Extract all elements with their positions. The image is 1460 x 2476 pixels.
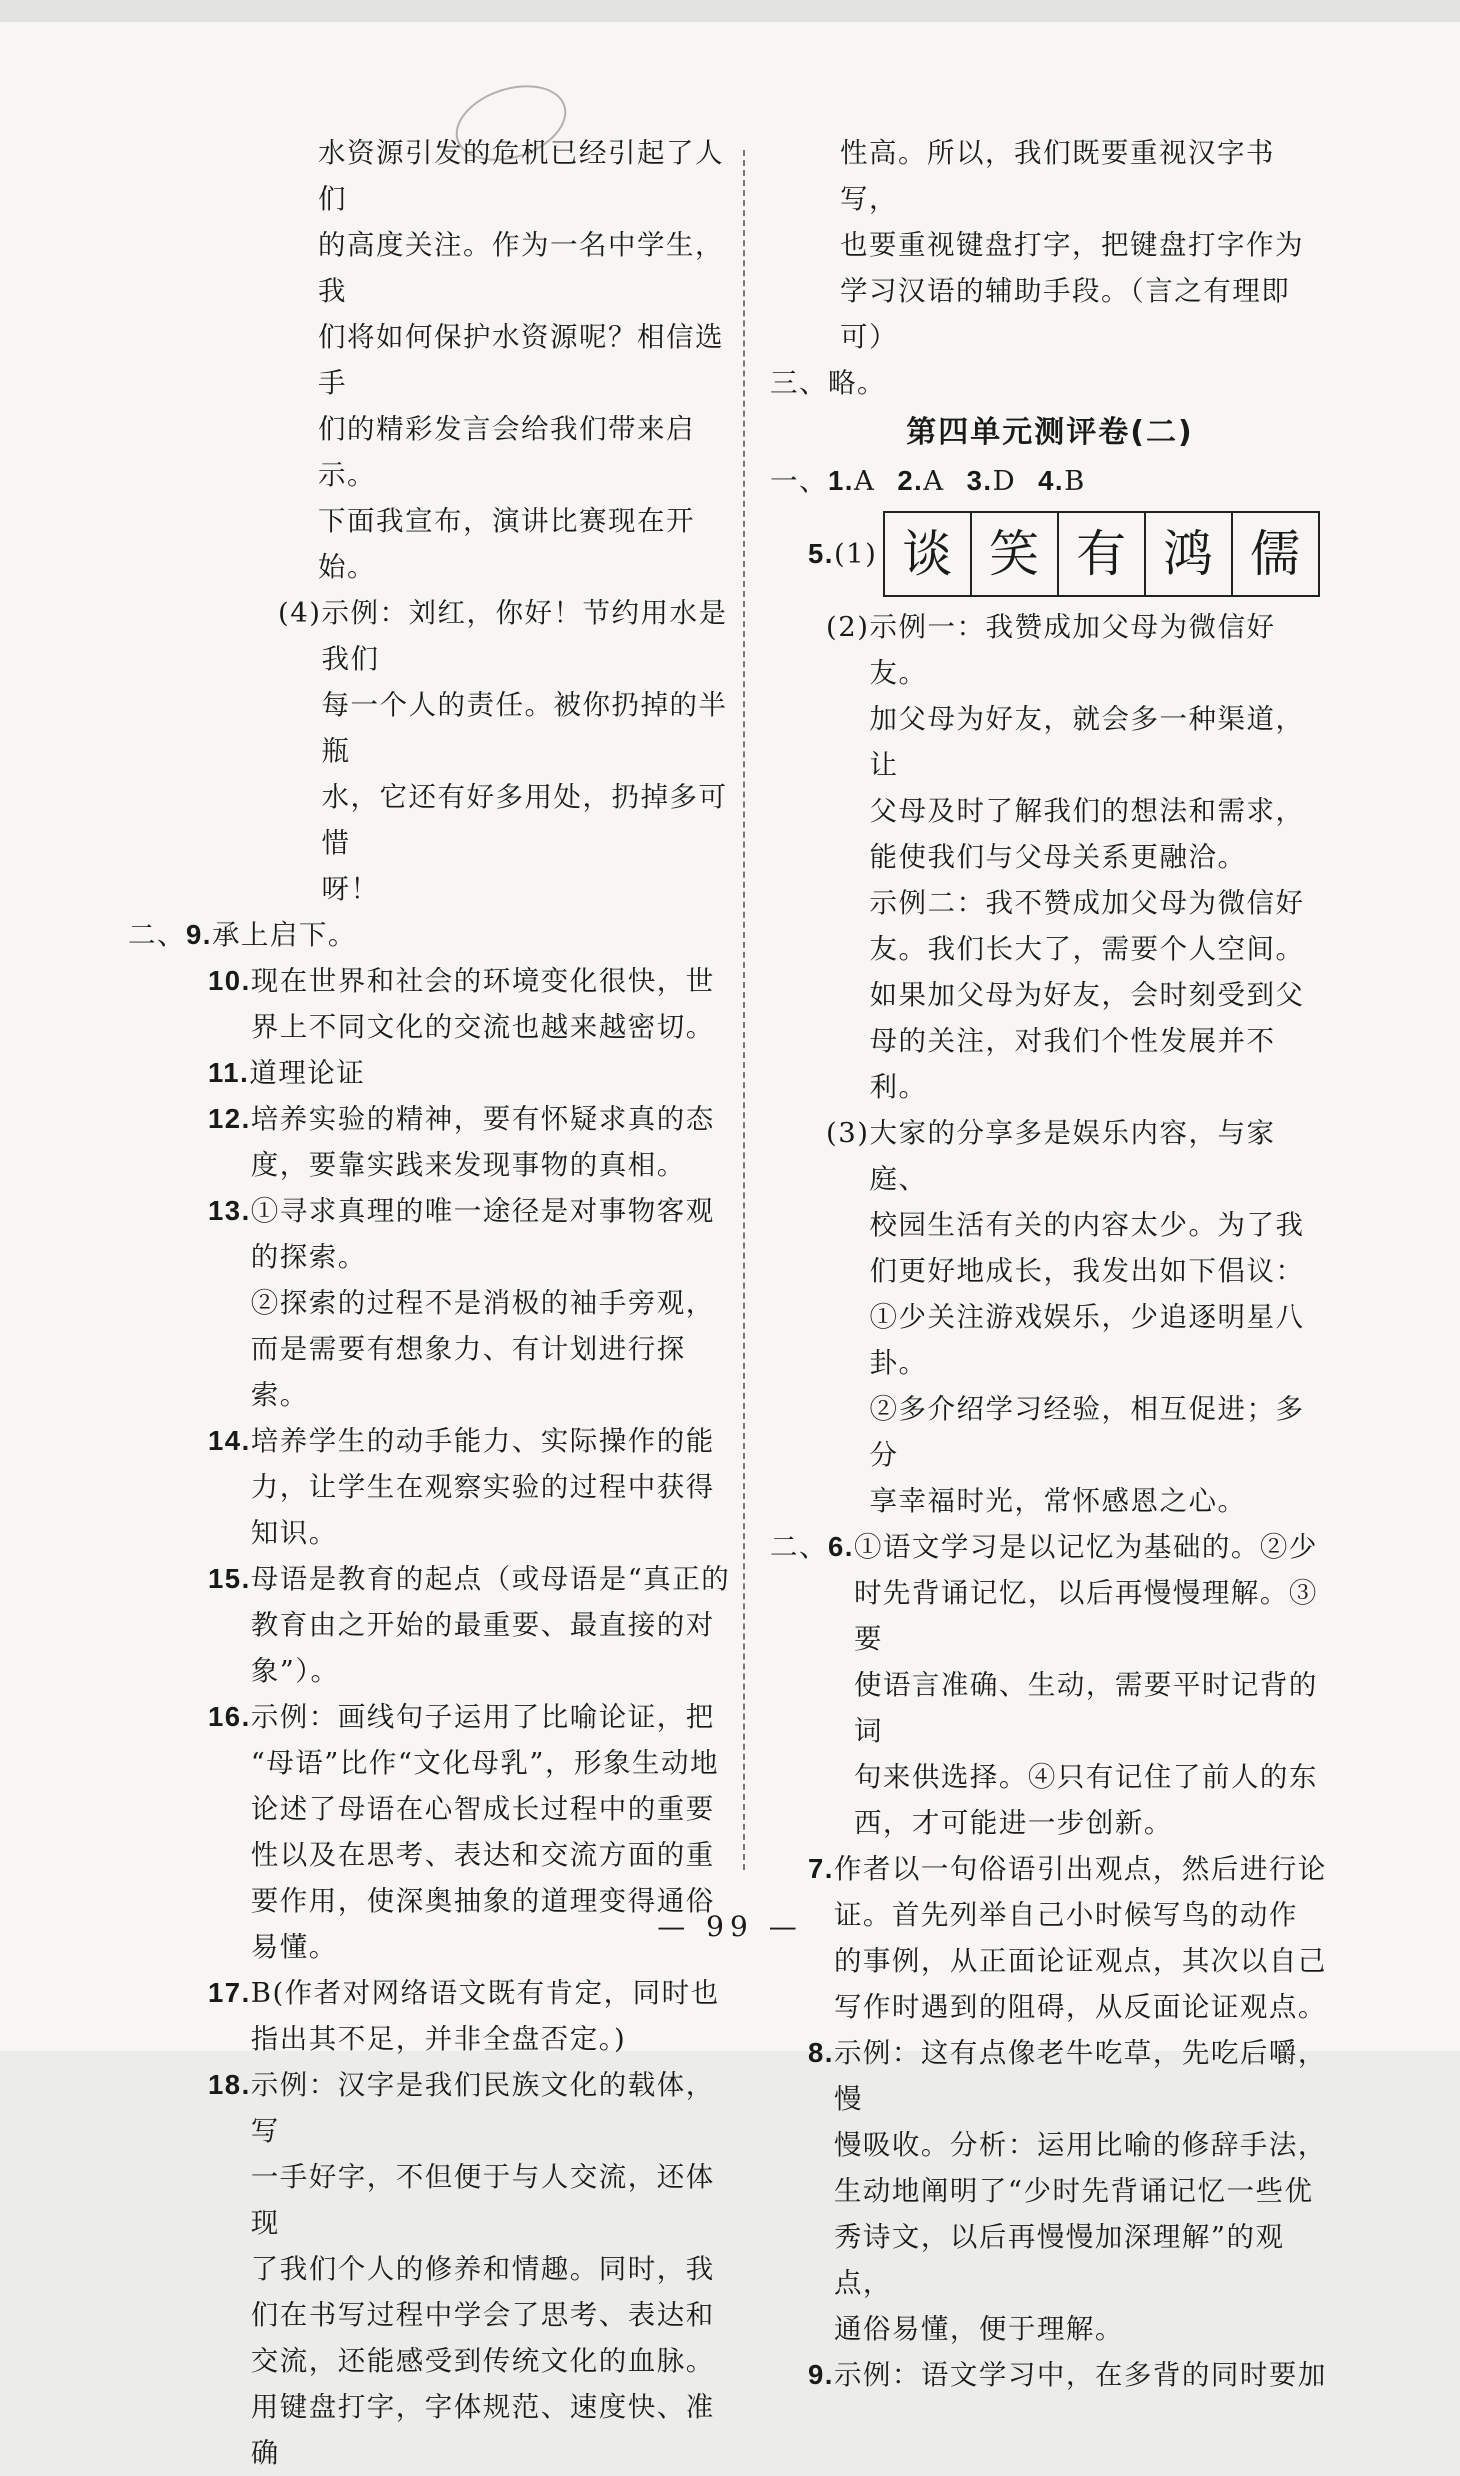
choice: A <box>923 465 945 497</box>
text-line: 写作时遇到的阻碍，从反面论证观点。 <box>833 1991 1327 2023</box>
question-number: 11. <box>208 1057 250 1088</box>
answer-label: (2) <box>826 611 870 643</box>
text-line: 用键盘打字，字体规范、速度快、准确 <box>250 2391 715 2469</box>
text-line: 道理论证 <box>249 1057 366 1089</box>
text-line: 秀诗文，以后再慢慢加深理解”的观点， <box>833 2221 1285 2299</box>
page-number: — 99 — <box>657 1910 803 1943</box>
text-line: 母的关注，对我们个性发展并不利。 <box>869 1025 1276 1103</box>
mc-answer <box>1038 458 1086 504</box>
section-3: 三、略。 <box>770 367 886 399</box>
text-line: 友。我们长大了，需要个人空间。 <box>869 933 1305 965</box>
text-line: 一手好字，不但便于与人交流，还体现 <box>250 2161 715 2239</box>
text-line: 的事例，从正面论证观点，其次以自己 <box>833 1945 1327 1977</box>
answer-17 <box>208 1970 738 2062</box>
text-line: 了我们个人的修养和情趣。同时，我 <box>250 2253 715 2285</box>
text-line: 示例：汉字是我们民族文化的载体，写 <box>250 2069 715 2147</box>
question-number: 2. <box>897 465 924 496</box>
text-line: 西，才可能进一步创新。 <box>853 1807 1173 1839</box>
continued-answer <box>840 130 1330 360</box>
grid-char: 笑 <box>972 513 1059 595</box>
text-line: 培养学生的动手能力、实际操作的能 <box>250 1425 715 1457</box>
question-number: 17. <box>208 1977 251 2008</box>
text-line: 加父母为好友，就会多一种渠道，让 <box>869 703 1305 781</box>
text-line: 示例：语文学习中，在多背的同时要加 <box>833 2359 1327 2391</box>
text-line: 示例：这有点像老牛吃草，先吃后嚼，慢 <box>833 2037 1327 2115</box>
text-line: 使语言准确、生动，需要平时记背的词 <box>853 1669 1318 1747</box>
question-number: 13. <box>208 1195 251 1226</box>
text-line: 证。首先列举自己小时候写鸟的动作 <box>833 1899 1298 1931</box>
section-label: 二、 <box>128 919 186 951</box>
text-line: 也要重视键盘打字，把键盘打字作为 <box>840 229 1304 261</box>
question-number: 16. <box>208 1701 251 1732</box>
grid-char: 鸿 <box>1146 513 1233 595</box>
text-line: 们在书写过程中学会了思考、表达和 <box>250 2299 715 2331</box>
grid-char: 谈 <box>885 513 972 595</box>
intro-paragraph <box>318 130 738 590</box>
column-divider <box>743 150 745 1870</box>
mc-answer <box>897 458 944 504</box>
answer-14 <box>208 1418 738 1556</box>
answer-9-right <box>808 2352 1330 2398</box>
text-line: 界上不同文化的交流也越来越密切。 <box>250 1011 715 1043</box>
mc-answer <box>828 458 875 504</box>
text-line: B(作者对网络语文既有肯定，同时也 <box>250 1977 720 2009</box>
question-number: 7. <box>808 1853 834 1884</box>
text-line: 象”）。 <box>250 1655 340 1687</box>
text-line: 水资源引发的危机已经引起了人们 <box>318 137 724 215</box>
question-number: 8. <box>808 2037 834 2068</box>
text-line: 们的精彩发言会给我们带来启示。 <box>318 413 695 491</box>
text-line: 学习汉语的辅助手段。（言之有理即 <box>840 275 1291 307</box>
text-line: 示例二：我不赞成加父母为微信好 <box>869 887 1305 919</box>
text-line: 享幸福时光，常怀感恩之心。 <box>869 1485 1247 1517</box>
section-label: 二、 <box>770 1531 828 1563</box>
text-line: 父母及时了解我们的想法和需求， <box>869 795 1305 827</box>
right-column <box>770 130 1330 2398</box>
question-number: 9. <box>186 919 212 950</box>
text-line: 慢吸收。分析：运用比喻的修辞手法， <box>833 2129 1327 2161</box>
text-line: 如果加父母为好友，会时刻受到父 <box>869 979 1305 1011</box>
mc-answer <box>967 458 1017 504</box>
text-line: 知识。 <box>250 1517 338 1549</box>
text-line: 易懂。 <box>250 1931 338 1963</box>
answer-5-3 <box>826 1110 1330 1524</box>
text-line: 可） <box>840 321 898 353</box>
text-line: 下面我宣布，演讲比赛现在开始。 <box>318 505 695 583</box>
text-line: ①语文学习是以记忆为基础的。②少 <box>853 1531 1318 1563</box>
answer-11 <box>208 1050 738 1096</box>
tianzige-grid <box>883 511 1320 597</box>
answer-15 <box>208 1556 738 1694</box>
question-number: 18. <box>208 2069 251 2100</box>
text-line: 们更好地成长，我发出如下倡议： <box>869 1255 1305 1287</box>
answer-8 <box>808 2030 1330 2352</box>
question-number: 10. <box>208 965 251 996</box>
text-line: 每一个人的责任。被你扔掉的半瓶 <box>321 689 728 767</box>
answer-label: (3) <box>826 1117 870 1149</box>
text-line: 力，让学生在观察实验的过程中获得 <box>250 1471 715 1503</box>
text-line: ①寻求真理的唯一途径是对事物客观 <box>250 1195 715 1227</box>
text-line: 培养实验的精神，要有怀疑求真的态 <box>250 1103 715 1135</box>
text-line: 性高。所以，我们既要重视汉字书写， <box>840 137 1275 215</box>
text-line: 性以及在思考、表达和交流方面的重 <box>250 1839 715 1871</box>
answer-6 <box>770 1524 1330 1846</box>
text-line: 通俗易懂，便于理解。 <box>833 2313 1124 2345</box>
text-line: 卦。 <box>869 1347 928 1379</box>
question-number: 4. <box>1038 465 1065 496</box>
text-line: 作者以一句俗语引出观点，然后进行论 <box>833 1853 1327 1885</box>
text-line: 现在世界和社会的环境变化很快，世 <box>250 965 715 997</box>
question-number: 5. <box>808 538 834 569</box>
text-line: 水，它还有好多用处，扔掉多可惜 <box>321 781 728 859</box>
text-line: 承上启下。 <box>211 919 357 951</box>
text-line: 交流，还能感受到传统文化的血脉。 <box>250 2345 715 2377</box>
text-line: 示例：画线句子运用了比喻论证，把 <box>250 1701 715 1733</box>
answer-13 <box>208 1188 738 1418</box>
text-line: 母语是教育的起点（或母语是“真正的 <box>250 1563 731 1595</box>
question-number: 6. <box>828 1531 854 1562</box>
answer-label: (4) <box>278 597 322 629</box>
text-line: 时先背诵记忆，以后再慢慢理解。③要 <box>853 1577 1318 1655</box>
text-line: 呀！ <box>321 873 380 905</box>
text-line: 的探索。 <box>250 1241 367 1273</box>
question-number: 3. <box>966 465 993 496</box>
answer-12 <box>208 1096 738 1188</box>
text-line: 示例：刘红，你好！节约用水是我们 <box>321 597 728 675</box>
answer-9 <box>128 912 738 958</box>
text-line: 指出其不足，并非全盘否定。) <box>250 2023 627 2055</box>
grid-char: 儒 <box>1250 525 1302 583</box>
answer-5-1 <box>808 504 1330 604</box>
text-line: ②探索的过程不是消极的袖手旁观， <box>250 1287 715 1319</box>
unit-test-title: 第四单元测评卷(二) <box>906 415 1194 450</box>
question-number: 12. <box>208 1103 251 1134</box>
text-line: 要作用，使深奥抽象的道理变得通俗 <box>250 1885 715 1917</box>
answer-label: (1) <box>833 538 878 570</box>
text-line: 的高度关注。作为一名中学生，我 <box>318 229 724 307</box>
scan-edge <box>0 0 1460 22</box>
grid-char: 有 <box>1059 513 1146 595</box>
answer-5-2 <box>826 604 1330 1110</box>
text-line: 们将如何保护水资源呢？相信选手 <box>318 321 724 399</box>
multiple-choice-answers <box>770 458 1330 504</box>
question-number: 15. <box>208 1563 251 1594</box>
text-line: 能使我们与父母关系更融洽。 <box>869 841 1247 873</box>
text-line: 示例一：我赞成加父母为微信好友。 <box>869 611 1276 689</box>
section-label: 一、 <box>770 465 828 497</box>
choice: D <box>992 465 1017 497</box>
text-line: 教育由之开始的最重要、最直接的对 <box>250 1609 715 1641</box>
text-line: ②多介绍学习经验，相互促进；多分 <box>869 1393 1305 1471</box>
answer-10 <box>208 958 738 1050</box>
answer-18 <box>208 2062 738 2476</box>
text-line: 大家的分享多是娱乐内容，与家庭、 <box>869 1117 1276 1195</box>
question-number: 1. <box>828 465 854 496</box>
text-line: 而是需要有想象力、有计划进行探索。 <box>250 1333 686 1411</box>
text-line: 校园生活有关的内容太少。为了我 <box>869 1209 1305 1241</box>
text-line: 论述了母语在心智成长过程中的重要 <box>250 1793 715 1825</box>
left-column <box>128 130 738 2476</box>
text-line: 生动地阐明了“少时先背诵记忆一些优 <box>833 2175 1314 2207</box>
text-line: 度，要靠实践来发现事物的真相。 <box>250 1149 686 1181</box>
question-number: 14. <box>208 1425 251 1456</box>
choice: B <box>1064 465 1086 497</box>
text-line: 句来供选择。④只有记住了前人的东 <box>853 1761 1318 1793</box>
text-line: ①少关注游戏娱乐，少追逐明星八 <box>869 1301 1305 1333</box>
choice: A <box>853 465 876 497</box>
question-number: 9. <box>808 2359 834 2390</box>
text-line: “母语”比作“文化母乳”，形象生动地 <box>250 1747 719 1779</box>
answer-4 <box>278 590 738 912</box>
